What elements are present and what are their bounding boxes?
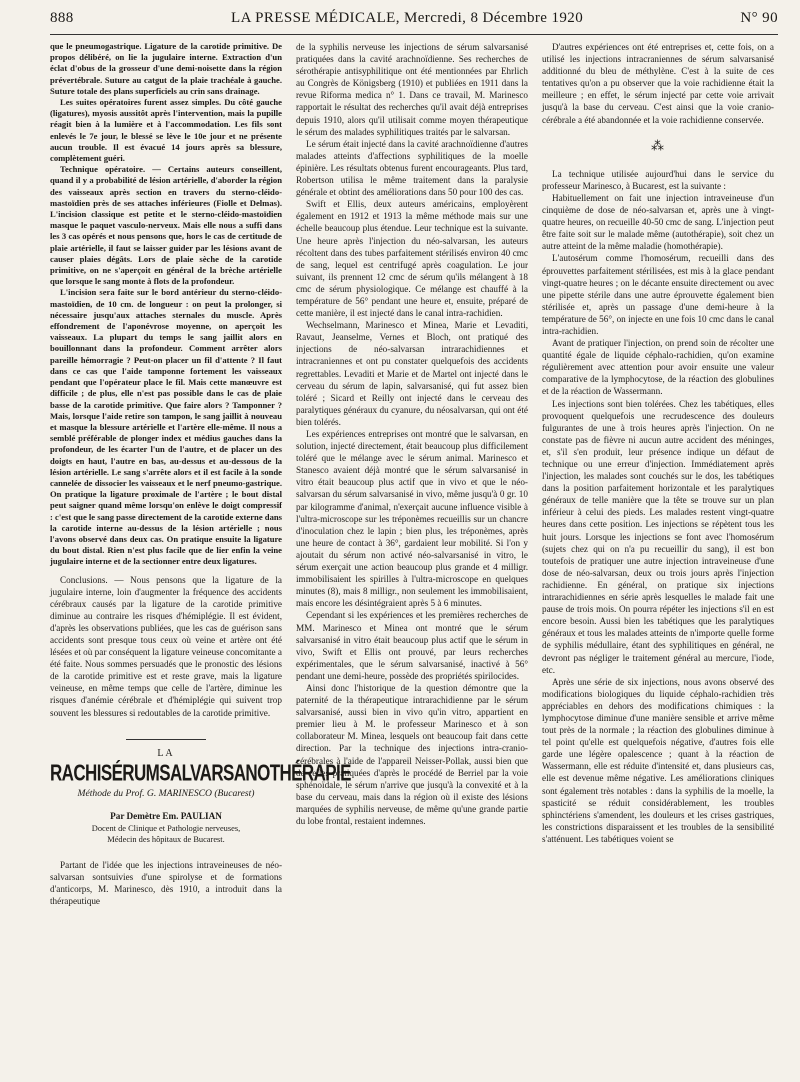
paragraph: Le sérum était injecté dans la cavité arachnoïdienne d'autres malades atteints d'affections syphilitiques de la moelle épinière. Les résultats obtenus furent encourageants. Plus tard, Robertson utilisa le même traitement dans la paralysie générale et obtint des améliorations dans 50 pour 100 des cas. (296, 138, 528, 198)
article-title: RACHISÉRUMSALVARSANOTHÉRAPIE (50, 760, 351, 786)
author-affiliation (50, 824, 282, 845)
paragraph: L'autosérum comme l'homosérum, recueilli dans des éprouvettes parfaitement stérilisées, est mis à la glace pendant vingt-quatre heures ; on le décante ensuite directement ou avec une pipette stérile dans une autre éprouvette également bien stérilisée et, après un passage d'une demi-heure à la température de 56°, on injecte en une fois 10 cmc dans le canal intra-rachidien. (542, 253, 774, 336)
column-1 (50, 41, 351, 1073)
paragraph: Technique opératoire. — Certains auteurs conseillent, quand il y a probabilité de lésion artérielle, d'aborder la région des vaisseaux après section en travers du sterno-cléido-mastoïdien près de ses attaches inférieures (Fiolle et Delmas). L'incision classique est petite et le sterno-cléido-mastoïdien masque le paquet vasculo-nerveux. Mais elle nous a suffi dans les 3 cas opérés et nous pensons que, hors le cas de certitude de plaie artérielle, il faut se laisser guider par les lésions avant de causer plaies dégâts. Lors de plaie sèche de la carotide primitive, on ne s'aperçoit en général de la brèche artérielle que lorsque le sang monte à flots de la profondeur. (50, 164, 282, 287)
publication-title: LA PRESSE MÉDICALE, Mercredi, 8 Décembre 1920 (231, 10, 584, 26)
paragraph: Ainsi donc l'historique de la question démontre que la paternité de la thérapeutique intrarachidienne par le sérum salvarsanisé, aussi bien in vivo qu'in vitro, appartient en premier lieu à M. le professeur Marinesco et à son collaborateur M. Minea, lesquels ont beaucoup fait dans cette direction. Par la technique des injections intra-cranio-cérébrales à l'aide de l'appareil Neisser-Pollak, aussi bien que de celles pratiquées d'après le procédé de Berriel par la voie sphénoïdale, le sérum n'arrive que jusqu'à la convexité et à la base du cerveau, mais dans la région où il existe des lésions marquées de syphilis nerveuse, de même qu'une grande partie du lobe frontal, restaient indemnes. (296, 682, 528, 826)
paragraph: Les suites opératoires furent assez simples. Du côté gauche (ligatures), myosis aussitôt après l'intervention, mais la pupille réagit bien à la lumière et à l'accommodation. Les fils sont enlevés le 7e jour, le blessé se lève le 10e jour et ne présente aucun trouble. Il est évacué 14 jours après sa blessure, complètement guéri. (50, 97, 282, 164)
article-la: LA (157, 747, 175, 759)
columns (50, 41, 778, 1073)
paragraph: de la syphilis nerveuse les injections de sérum salvarsanisé pratiquées dans la cavité arachnoïdienne. Ses recherches de sérothérapie antisyphilitique ont été mentionnées par Ehrlich au Congrès de Königsberg (1910) et publiées en 1911 dans la revue Riforma medica n° 1. Dans ce travail, M. Marinesco rapportait le résultat des recherches qu'il avait déjà entreprises depuis 1910, alors qu'il utilisait comme moyen thérapeutique le sérum des malades syphilitiques traités par le salvarsan. (296, 42, 528, 137)
paragraph: que le pneumogastrique. Ligature de la carotide primitive. De propos délibéré, on lie la jugulaire interne. Extraction d'un éclat d'obus de la grosseur d'une demi-noisette dans la région prévertébrale. Suture au catgut de la plaie trachéale à gauche. Suture totale des plans superficiels au crin sans drainage. (50, 41, 282, 96)
article-author: Par Demètre Em. PAULIAN (110, 810, 222, 821)
paragraph: La technique utilisée aujourd'hui dans le service du professeur Marinesco, à Bucarest, est la suivante : (542, 168, 774, 191)
page-number: 888 (50, 10, 74, 26)
affiliation-line: Docent de Clinique et Pathologie nerveuses, (91, 824, 241, 834)
article-method: Méthode du Prof. G. MARINESCO (Bucarest) (77, 787, 255, 799)
article-separator (126, 739, 206, 740)
paragraph: Cependant si les expériences et les premières recherches de MM. Marinesco et Minea ont montré que le sérum salvarsanisé in vitro était beaucoup plus actif que le sérum in vivo, Swift et Ellis ont prouvé, par leurs recherches expérimentales, que le sérum salvarsanisé, inactivé à 56° pendant une demi-heure, possède des propriétés spirilocides. (296, 610, 528, 681)
asterism-divider: ⁂ (651, 137, 665, 153)
paragraph: Les injections sont bien tolérées. Chez les tabétiques, elles provoquent quelquefois une recrudescence des douleurs fulgurantes de une à trois heures après l'injection. On ne constate pas de fièvre ni aucun autre accident des méninges, et, s'il s'en produit, leur présence indique un défaut de technique ou une erreur d'injection. Immédiatement après l'injection, les malades sont couchés sur le dos, les tabétiques dans la position parfaitement horizontale et les paralytiques généraux de telle manière que la tête se trouve sur un plan inférieur à celui des pieds. Les malades restent vingt-quatre heures dans cette position. Les injections se répètent tous les huit jours. Lorsque les injections se font avec l'homosérum (sujets chez qui on n'a pu recueillir du sang), il est bon toutefois de pratiquer une autre injection intraveineuse d'une dose de néo-salvarsan, deux ou trois jours après l'injection rachidienne. En général, on pratique six injections intrarachidiennes en série après lesquelles le malade fait une pause de trois mois. On pourra répéter les injections s'il en est encore besoin. Aussi bien les tabétiques que les paralytiques généraux et tous les malades atteints de n'importe quelle forme de syphilis médullaire, étant des syphilitiques en général, ne devront pas négliger le traitement général au mercure, l'iode, etc. (542, 398, 774, 675)
paragraph: Conclusions. — Nous pensons que la ligature de la jugulaire interne, loin d'augmenter la fréquence des accidents cérébraux causés par la ligature de la carotide primitive diminue au contraire les risques d'hémiplégie. Il est évident, d'après les observations publiées, que les cas de guérison sans accidents sont presque tous ceux où veine et artère ont été lésées et où par conséquent la ligature veineuse concomitante a été faite. Nous sommes persuadés que le pronostic des lésions de la carotide primitive est et reste grave, mais la ligature veineuse, en même temps que celle de l'artère, diminue les risques d'anémie cérébrale et d'hémiplégie qui suivent trop souvent les blessures si redoutables de la carotide primitive. (50, 574, 282, 718)
paragraph: D'autres expériences ont été entreprises et, cette fois, on a utilisé les injections intracraniennes de sérum salvarsanisé additionné du bleu de méthylène. C'est à la suite de ces tentatives qu'on a pu observer que la voie rachidienne était la meilleure ; en effet, le sérum injecté par cette voie arrivait jusqu'à la base du cerveau. C'est ainsi que la voie cranio-cérébrale a été abandonnée et la voie rachidienne conservée. (542, 42, 774, 125)
paragraph: Wechselmann, Marinesco et Minea, Marie et Levaditi, Ravaut, Jeanselme, Vernes et Bloch, ont pratiqué des injections de néo-salvarsan intrarachidiennes et intracraniennes et ont pu constater quelquefois des accidents regrettables. Levaditi et Marie et de Martel ont injecté dans le cerveau du sérum de lapin, salvarsanisé, qui fut assez bien toléré ; Sicard et Reilly ont injecté dans le cerveau des paralytiques généraux du cyanure, du néosalvarsan, qui ont été bien tolérés. (296, 320, 528, 427)
paragraph: Après une série de six injections, nous avons observé des modifications biologiques du liquide céphalo-rachidien très appréciables en dehors des modifications chimiques : la lymphocytose diminue d'une manière sensible et arrive même tout près de la normale ; la réaction des globulines diminue à tel point qu'elle est quelquefois négative, d'autres fois elle garde une légère opalescence ; quant à la réaction de Wassermann, elle est réduite d'intensité et, dans plusieurs cas, elle est devenue même négative. Les améliorations cliniques sont également très notables : dans la syphilis de la moelle, la spasticité se réduit considérablement, les troubles sphinctériens s'amendent, les douleurs et les crises gastriques, les constrictions disparaissent et les troubles de la sensibilité s'atténuent. Les tabétiques voient se (542, 676, 774, 844)
paragraph: Avant de pratiquer l'injection, on prend soin de récolter une quantité égale de liquide céphalo-rachidien, qu'on examine régulièrement avec attention pour avoir ensuite une valeur comparative de la lymphocytose, de la réaction des globulines et de la réaction de Wassermann. (542, 338, 774, 397)
paragraph: Swift et Ellis, deux auteurs américains, employèrent également en 1912 et 1913 la même méthode mais sur une échelle beaucoup plus étendue. Leur technique est la suivante. Une heure après l'injection du néo-salvarsan, les auteurs récoltent dans des tubes parfaitement stérilisés environ 40 cmc de sang, lequel est centrifugé après coagulation. Le jour suivant, ils prennent 12 cmc de sérum qu'ils mélangent à 18 cmc de sérum physiologique. Ce mélange est chauffé à la température de 56° pendant une heure et, ensuite, préparé de cette manière, il est injecté dans le canal intra-rachidien. (296, 199, 528, 319)
column-2 (296, 41, 528, 1073)
paragraph: Les expériences entreprises ont montré que le salvarsan, en solution, injecté directement, était beaucoup plus difficilement toléré que le mélange avec le sérum animal. Marinesco et Stanesco avaient déjà montré que le sérum salvarsanisé in vitro était beaucoup plus actif que in vivo et que le néo-salvarsan du sérum salvarsanisé in vivo, même jusqu'à 0 gr. 10 par kilogramme d'animal, n'exerçait aucune influence visible à l'ultra-microscope sur les tréponèmes recueillis sur un chancre d'inoculation chez le lapin ; bien plus, les tréponèmes, après une heure de contact à 36°, gardaient leur mobilité. Si l'on y ajoutait du sérum non activé néo-salvarsanisé in vitro, le sérum exerçait une action beaucoup plus grande et 4 milligr. immobilisaient les spirilles à l'ultra-microscope en quelques minutes (8), mais 8 milligr., non seulement les immobilisaient, mais encore les désintégraient après 5 à 6 minutes. (296, 429, 528, 609)
paragraph: Partant de l'idée que les injections intraveineuses de néo-salvarsan sontsuivies d'une spirolyse et de formations d'anticorps, M. Marinesco, dès 1910, a introduit dans la thérapeutique (50, 860, 282, 907)
paragraph: Habituellement on fait une injection intraveineuse d'un cinquième de dose de néo-salvarsan et, après une à vingt-quatre heures, on recueille 40-50 cmc de sang. L'injection peut être faite soit sur le malade même (autothérapie), soit chez un autre atteint de la même maladie (homothérapie). (542, 192, 774, 252)
issue-number: N° 90 (740, 10, 778, 26)
header-rule (50, 34, 778, 35)
column-3 (542, 41, 774, 1073)
page-header (50, 10, 778, 32)
affiliation-line: Médecin des hôpitaux de Bucarest. (107, 834, 225, 844)
paragraph: L'incision sera faite sur le bord antérieur du sterno-cléido-mastoïdien, de 10 cm. de longueur : on peut la prolonger, si nécessaire jusqu'aux attaches sternales du muscle. Après effondrement de l'aponévrose moyenne, on aperçoit les vaisseaux. La plupart du temps le sang jaillit alors en bouillonnant dans la profondeur. Comment arrêter alors pareille hémorragie ? Peut-on placer un fil d'attente ? Il faut dans ce cas que l'aide tamponne fortement les vaisseaux pendant que l'opérateur place le fil. Mais cette manœuvre est difficile ; de plus, elle n'est pas possible dans le cas de plaie basse de la carotide primitive. Que faire alors ? Tamponner ? Mais, lorsque l'aide retire son tampon, le sang jaillit à nouveau et masque la blessure artérielle et l'artère elle-même. Il nous a semblé préférable de plonger index et médius gauches dans la profondeur, de les écarter l'un de l'autre, et de placer un des doigts en haut, l'autre en bas, au-dessus et au-dessous de la lésion artérielle. Le sang s'arrête alors et il est facile à la sonde cannelée de dissocier les vaisseaux et le nerf pneumo-gastrique. On pratique la ligature proximale de l'artère ; le bout distal peut saigner quand même lorsqu'on enlève le doigt compressif : c'est que le sang passe directement de la carotide externe dans la carotide interne au-dessus de la lésion artérielle ; nous l'avons observé dans deux cas. On pratique ensuite la ligature du bout distal. Rien n'est plus facile que de lier enfin la veine jugulaire interne et de la sectionner entre deux ligatures. (50, 287, 282, 567)
